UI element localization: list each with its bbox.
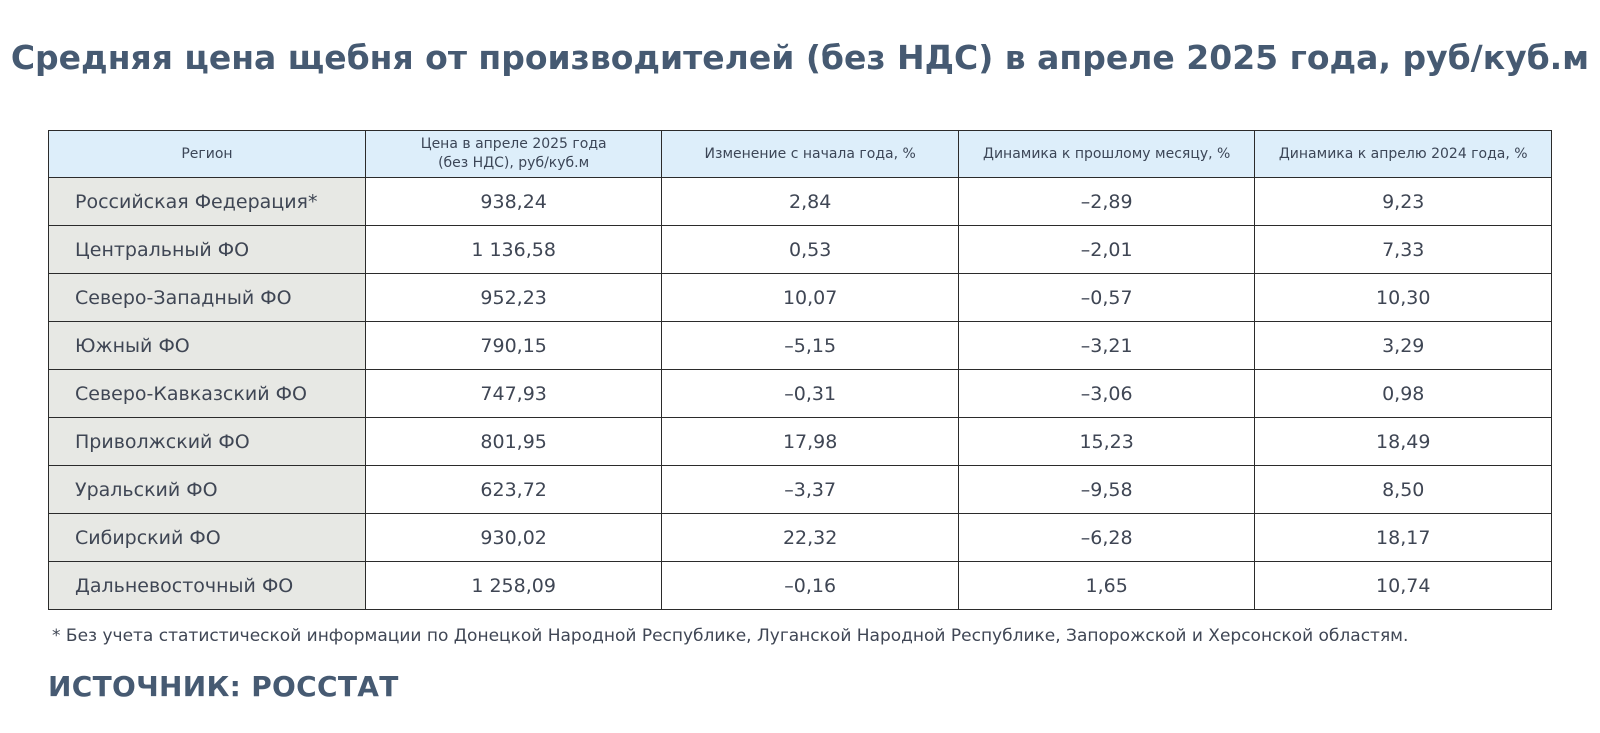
change-ytd-cell: –0,16 bbox=[662, 562, 959, 610]
change-ytd-cell: –3,37 bbox=[662, 466, 959, 514]
table-row bbox=[49, 322, 1552, 370]
change-mom-cell: –3,21 bbox=[958, 322, 1255, 370]
change-yoy-cell: 10,74 bbox=[1255, 562, 1552, 610]
price-table bbox=[48, 130, 1552, 610]
region-cell: Дальневосточный ФО bbox=[49, 562, 366, 610]
header-change-yoy: Динамика к апрелю 2024 года, % bbox=[1255, 131, 1552, 178]
change-ytd-cell: –0,31 bbox=[662, 370, 959, 418]
price-cell: 1 136,58 bbox=[365, 226, 662, 274]
change-yoy-cell: 10,30 bbox=[1255, 274, 1552, 322]
change-mom-cell: –6,28 bbox=[958, 514, 1255, 562]
change-ytd-cell: 22,32 bbox=[662, 514, 959, 562]
page-title: Средняя цена щебня от производителей (без НДС) в апреле 2025 года, руб/куб.м bbox=[10, 38, 1590, 77]
change-mom-cell: –2,01 bbox=[958, 226, 1255, 274]
change-ytd-cell: –5,15 bbox=[662, 322, 959, 370]
price-cell: 938,24 bbox=[365, 178, 662, 226]
change-mom-cell: –3,06 bbox=[958, 370, 1255, 418]
region-cell: Российская Федерация* bbox=[49, 178, 366, 226]
change-mom-cell: 1,65 bbox=[958, 562, 1255, 610]
header-change-mom: Динамика к прошлому месяцу, % bbox=[958, 131, 1255, 178]
change-yoy-cell: 7,33 bbox=[1255, 226, 1552, 274]
change-ytd-cell: 2,84 bbox=[662, 178, 959, 226]
change-mom-cell: 15,23 bbox=[958, 418, 1255, 466]
table-row bbox=[49, 370, 1552, 418]
change-mom-cell: –2,89 bbox=[958, 178, 1255, 226]
price-cell: 1 258,09 bbox=[365, 562, 662, 610]
header-change-ytd: Изменение с начала года, % bbox=[662, 131, 959, 178]
price-cell: 747,93 bbox=[365, 370, 662, 418]
region-cell: Сибирский ФО bbox=[49, 514, 366, 562]
table-row bbox=[49, 562, 1552, 610]
table-row bbox=[49, 514, 1552, 562]
change-yoy-cell: 18,49 bbox=[1255, 418, 1552, 466]
change-ytd-cell: 0,53 bbox=[662, 226, 959, 274]
region-cell: Приволжский ФО bbox=[49, 418, 366, 466]
change-ytd-cell: 17,98 bbox=[662, 418, 959, 466]
change-yoy-cell: 9,23 bbox=[1255, 178, 1552, 226]
change-mom-cell: –0,57 bbox=[958, 274, 1255, 322]
price-cell: 952,23 bbox=[365, 274, 662, 322]
table-row bbox=[49, 418, 1552, 466]
change-yoy-cell: 3,29 bbox=[1255, 322, 1552, 370]
region-cell: Северо-Кавказский ФО bbox=[49, 370, 366, 418]
region-cell: Северо-Западный ФО bbox=[49, 274, 366, 322]
table-row bbox=[49, 466, 1552, 514]
price-cell: 801,95 bbox=[365, 418, 662, 466]
change-yoy-cell: 18,17 bbox=[1255, 514, 1552, 562]
change-yoy-cell: 8,50 bbox=[1255, 466, 1552, 514]
price-cell: 790,15 bbox=[365, 322, 662, 370]
table-row bbox=[49, 274, 1552, 322]
header-price: Цена в апреле 2025 года (без НДС), руб/куб.м bbox=[365, 131, 662, 178]
source-label: ИСТОЧНИК: РОССТАТ bbox=[48, 670, 399, 703]
price-cell: 623,72 bbox=[365, 466, 662, 514]
table-row bbox=[49, 226, 1552, 274]
header-region: Регион bbox=[49, 131, 366, 178]
region-cell: Южный ФО bbox=[49, 322, 366, 370]
region-cell: Уральский ФО bbox=[49, 466, 366, 514]
change-yoy-cell: 0,98 bbox=[1255, 370, 1552, 418]
price-cell: 930,02 bbox=[365, 514, 662, 562]
change-mom-cell: –9,58 bbox=[958, 466, 1255, 514]
footnote: * Без учета статистической информации по Донецкой Народной Республике, Луганской Народной Республике, Запорожской и Херсонской областям. bbox=[52, 626, 1409, 646]
table-row bbox=[49, 178, 1552, 226]
region-cell: Центральный ФО bbox=[49, 226, 366, 274]
change-ytd-cell: 10,07 bbox=[662, 274, 959, 322]
table-header-row bbox=[49, 131, 1552, 178]
